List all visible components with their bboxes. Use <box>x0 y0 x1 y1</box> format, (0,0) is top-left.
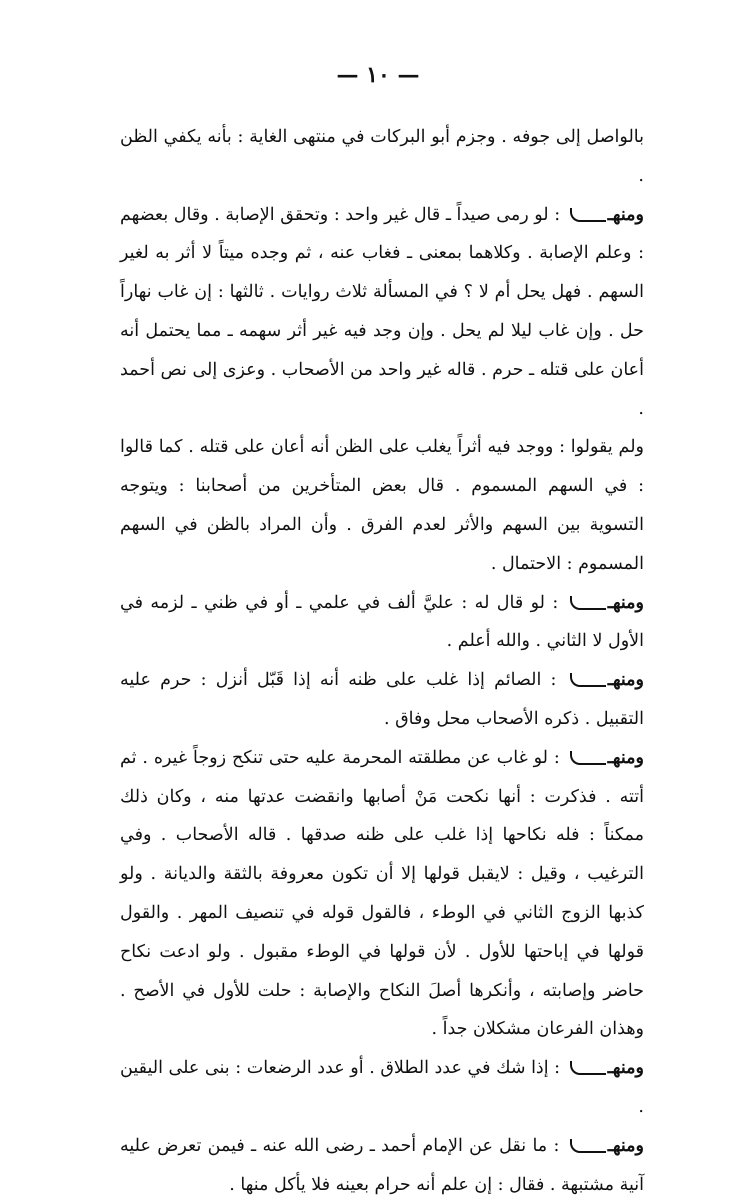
lead-flourish-icon <box>570 208 606 222</box>
lead-flourish-icon <box>570 596 606 610</box>
paragraph-8 <box>120 1127 644 1204</box>
paragraph-text: : لو رمى صيداً ـ قال غير واحد : وتحقق الإصابة . وقال بعضهم : وعلم الإصابة . وكلاهما بمعنى ـ فغاب عنه ، ثم وجده ميتاً لا أثر به لغير السهم . فهل يحل أم لا ؟ في المسألة ثلاث روايات . ثالثها : إن غاب نهاراً حل . وإن غاب ليلا لم يحل . وإن وجد فيه غير أثر سهمه ـ مما يحتمل أنه أعان على قتله ـ حرم . قاله غير واحد من الأصحاب . وعزى إلى نص أحمد . <box>120 204 644 419</box>
paragraph-text: بالواصل إلى جوفه . وجزم أبو البركات في منتهى الغاية : بأنه يكفي الظن . <box>120 127 644 186</box>
lead-flourish-icon <box>570 751 606 765</box>
paragraph-1 <box>120 118 644 196</box>
page-number: — ١٠ — <box>336 62 420 88</box>
paragraph-2 <box>120 196 644 429</box>
section-lead: ومنهـ <box>607 1058 644 1079</box>
lead-flourish-icon <box>570 1061 606 1075</box>
paragraph-7 <box>120 1049 644 1127</box>
section-lead: ومنهـ <box>607 592 644 613</box>
paragraph-5 <box>120 661 644 739</box>
section-lead: ومنهـ <box>607 747 644 768</box>
section-lead: ومنهـ <box>607 670 644 691</box>
paragraph-4 <box>120 584 644 662</box>
paragraph-text: : إذا شك في عدد الطلاق . أو عدد الرضعات : بنى على اليقين . <box>120 1058 644 1117</box>
paragraph-6 <box>120 739 644 1049</box>
paragraph-text: : ما نقل عن الإمام أحمد ـ رضى الله عنه ـ فيمن تعرض عليه آنية مشتبهة . فقال : إن علم أنه حرام بعينه فلا يأكل منها . <box>120 1135 644 1195</box>
paragraph-text: : الصائم إذا غلب على ظنه أنه إذا قَبّل أنزل : حرم عليه التقبيل . ذكره الأصحاب محل وفاق . <box>120 670 644 729</box>
paragraph-text: ولم يقولوا : ووجد فيه أثراً يغلب على الظن أنه أعان على قتله . كما قالوا : في السهم المسموم . قال بعض المتأخرين من أصحابنا : ويتوجه التسوية بين السهم والأثر لعدم الفرق . وأن المراد بالظن في السهم المسموم : الاحتمال . <box>120 437 644 574</box>
lead-flourish-icon <box>570 1139 606 1153</box>
section-lead: ومنهـ <box>607 1135 644 1156</box>
paragraph-text: : لو غاب عن مطلقته المحرمة عليه حتى تنكح زوجاً غيره . ثم أتته . فذكرت : أنها نكحت مَنْ أصابها وانقضت عدتها منه ، وكان ذلك ممكناً : فله نكاحها إذا غلب على ظنه صدقها . قاله الأصحاب . وفي الترغيب ، وقيل : لايقبل قولها إلا أن تكون معروفة بالثقة والديانة . ولو كذبها الزوج الثاني في الوطء ، فالقول قوله في تنصيف المهر . والقول قولها في إباحتها للأول . لأن قولها في الوطء مقبول . ولو ادعت نكاح حاضر وإصابته ، وأنكرها أصلَ النكاح والإصابة : حلت للأول في الأصح . وهذان الفرعان مشكلان جداً . <box>120 747 644 1040</box>
paragraph-text: : لو قال له : عليَّ ألف في علمي ـ أو في ظني ـ لزمه في الأول لا الثاني . والله أعلم . <box>120 592 644 652</box>
lead-flourish-icon <box>570 673 606 687</box>
paragraph-3 <box>120 428 644 583</box>
section-lead: ومنهـ <box>607 204 644 225</box>
body-text <box>120 118 644 1204</box>
